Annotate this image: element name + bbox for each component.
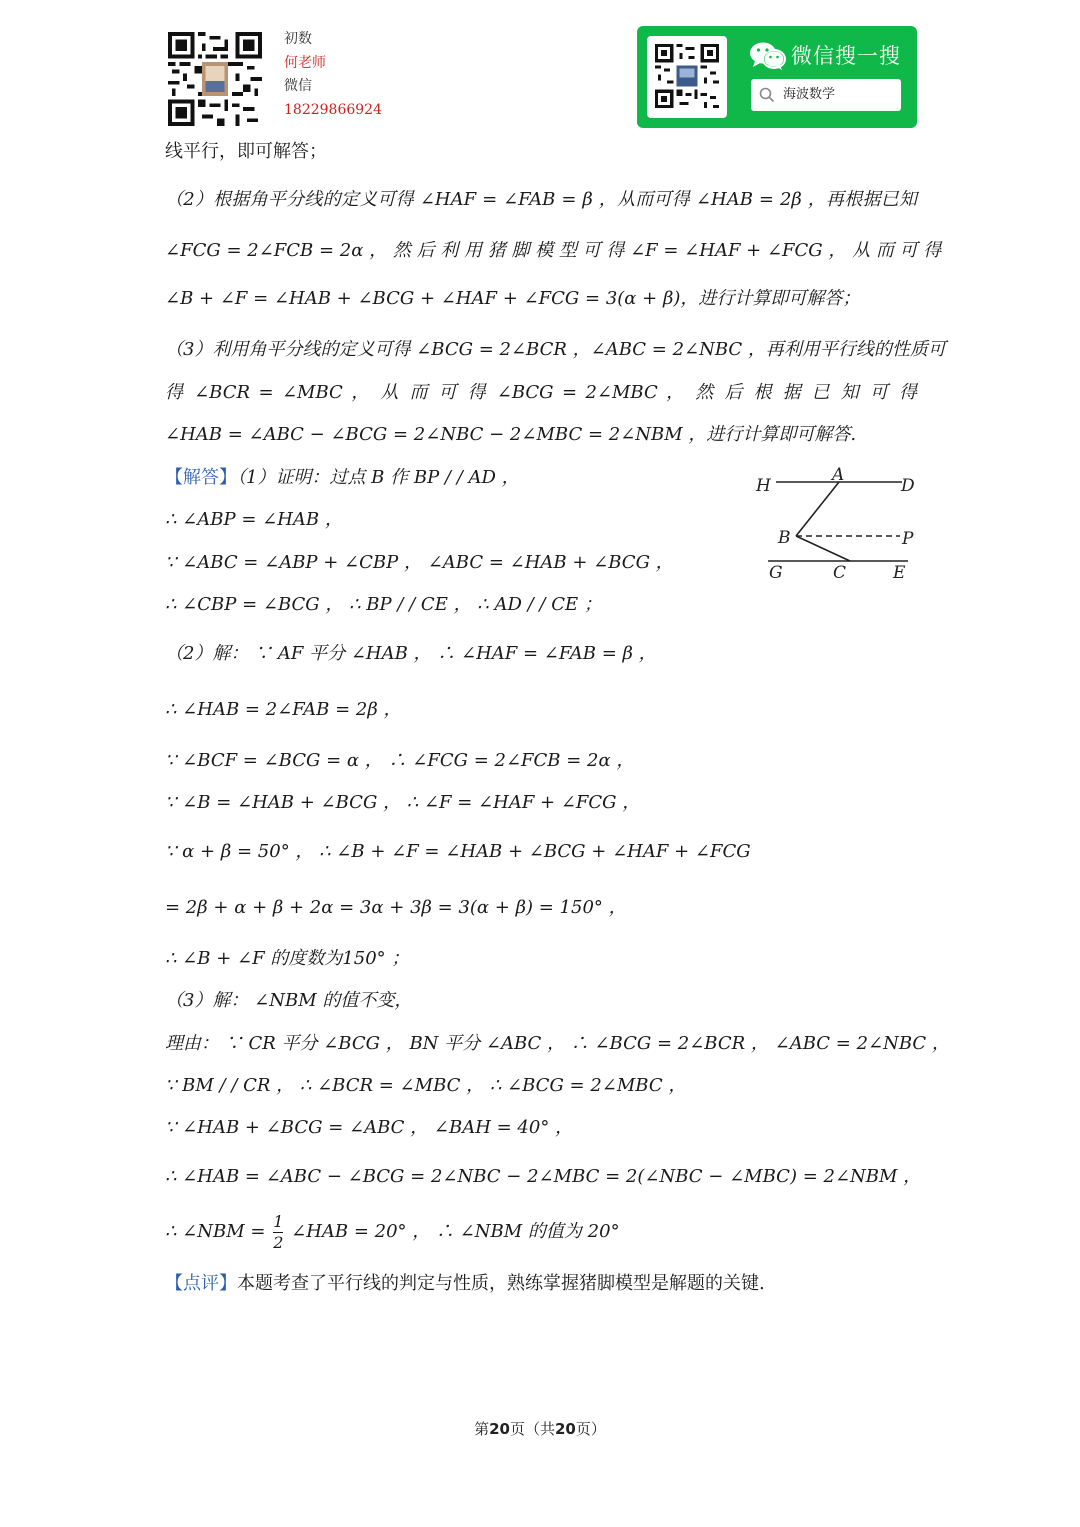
answer-tag: 【解答】 (165, 467, 237, 488)
comment-line (165, 1272, 765, 1296)
solution-2-line-4: ∵ ∠B = ∠HAB + ∠BCG ， ∴ ∠F = ∠HAF + ∠FCG ， (165, 792, 641, 813)
wechat-search-title-text: 微信搜一搜 (791, 44, 901, 68)
solution-2-line-7: ∴ ∠B + ∠F 的度数为150° ； (165, 948, 410, 969)
contact-info (284, 28, 382, 122)
footer-pre: 第 (474, 1420, 490, 1438)
contact-line-phone: 18229866924 (284, 101, 382, 118)
label-d: D (901, 476, 915, 496)
label-b: B (778, 528, 791, 548)
geometry-figure (752, 462, 924, 586)
label-p: P (902, 529, 914, 549)
label-a: A (832, 465, 845, 485)
solution-2-line-2: ∴ ∠HAB = 2∠FAB = 2β ， (165, 699, 402, 720)
analysis-2-line-2: ∠FCG = 2∠FCB = 2α ， 然 后 利 用 猪 脚 模 型 可 得 ∠F = ∠HAF + ∠FCG ， 从 而 可 得 (165, 240, 942, 261)
solution-2-line-5: ∵ α + β = 50° ， ∴ ∠B + ∠F = ∠HAB + ∠BCG + ∠HAF + ∠FCG (165, 841, 751, 862)
solution-2-line-3: ∵ ∠BCF = ∠BCG = α ， ∴ ∠FCG = 2∠FCB = 2α ， (165, 750, 635, 771)
analysis-2-line-3: ∠B + ∠F = ∠HAB + ∠BCG + ∠HAF + ∠FCG = 3(α + β)，进行计算即可解答； (165, 288, 861, 309)
solution-3-line-6-post: ∠HAB = 20° ， ∴ ∠NBM 的值为 20° (291, 1221, 620, 1242)
solution-2-line-6: = 2β + α + β + 2α = 3α + 3β = 3(α + β) = 150° ， (165, 897, 627, 918)
contact-line-teacher: 何老师 (284, 54, 326, 71)
contact-line-subject: 初数 (284, 31, 312, 47)
search-icon (759, 87, 775, 103)
label-e: E (893, 563, 906, 583)
footer-post: 页） (575, 1420, 606, 1438)
fraction-numerator: 1 (273, 1211, 284, 1231)
segment-bc (796, 536, 850, 561)
solution-3-line-2: 理由： ∵ CR 平分 ∠BCG ， BN 平分 ∠ABC ， ∴ ∠BCG = 2∠BCR ， ∠ABC = 2∠NBC ， (165, 1033, 950, 1054)
analysis-3-line-2: 得 ∠BCR = ∠MBC ， 从 而 可 得 ∠BCG = 2∠MBC ， 然 后 根 据 已 知 可 得 (165, 382, 917, 403)
solution-3-line-5: ∴ ∠HAB = ∠ABC − ∠BCG = 2∠NBC − 2∠MBC = 2(∠NBC − ∠MBC) = 2∠NBM ， (165, 1166, 922, 1187)
comment-tag: 【点评】 (165, 1273, 237, 1294)
wechat-search-box[interactable] (751, 79, 901, 111)
solution-3-line-3: ∵ BM / / CR ， ∴ ∠BCR = ∠MBC ， ∴ ∠BCG = 2∠MBC ， (165, 1075, 687, 1096)
footer-mid: 页（共 (509, 1420, 555, 1438)
wechat-search-banner (637, 26, 917, 128)
qr-code-image (168, 32, 262, 126)
footer-page-number: 20 (489, 1420, 510, 1438)
solution-1-line-3: ∵ ∠ABC = ∠ABP + ∠CBP ， ∠ABC = ∠HAB + ∠BCG ， (165, 552, 674, 573)
solution-3-line-6 (165, 1210, 620, 1254)
wechat-qr-frame (647, 36, 727, 118)
analysis-tail: 线平行，即可解答； (165, 141, 327, 162)
analysis-3-line-1: （3）利用角平分线的定义可得 ∠BCG = 2∠BCR ，∠ABC = 2∠NBC ，再利用平行线的性质可 (165, 339, 946, 360)
label-c: C (833, 563, 847, 583)
solution-3-line-1: （3）解： ∠NBM 的值不变， (165, 990, 413, 1011)
analysis-3-line-3: ∠HAB = ∠ABC − ∠BCG = 2∠NBC − 2∠MBC = 2∠NBM ，进行计算即可解答. (165, 424, 857, 445)
label-g: G (769, 563, 783, 583)
wechat-search-query: 海波数学 (783, 87, 836, 102)
comment-text: 本题考查了平行线的判定与性质，熟练掌握猪脚模型是解题的关键. (237, 1273, 765, 1294)
segment-ab (796, 482, 839, 536)
solution-1-line-1 (165, 466, 520, 490)
analysis-2-line-1: （2）根据角平分线的定义可得 ∠HAF = ∠FAB = β ，从而可得 ∠HAB = 2β ，再根据已知 (165, 189, 917, 210)
solution-1-line-4: ∴ ∠CBP = ∠BCG ， ∴ BP / / CE ， ∴ AD / / CE ； (165, 594, 602, 615)
solution-2-line-1: （2）解： ∵ AF 平分 ∠HAB ， ∴ ∠HAF = ∠FAB = β ， (165, 643, 657, 664)
footer-total-pages: 20 (555, 1420, 576, 1438)
fraction-one-half (273, 1212, 283, 1253)
solution-3-line-6-pre: ∴ ∠NBM = (165, 1221, 266, 1242)
wechat-search-title (749, 40, 901, 70)
solution-3-line-4: ∵ ∠HAB + ∠BCG = ∠ABC ， ∠BAH = 40° ， (165, 1117, 574, 1138)
label-h: H (756, 476, 771, 496)
solution-1-line-2: ∴ ∠ABP = ∠HAB ， (165, 509, 343, 530)
fraction-denominator: 2 (273, 1232, 284, 1252)
solution-1-line-1-text: （1）证明：过点 B 作 BP / / AD ， (237, 467, 520, 488)
wechat-qr-code (655, 44, 719, 108)
contact-line-wechat: 微信 (284, 78, 312, 94)
page-footer (0, 1418, 1080, 1439)
